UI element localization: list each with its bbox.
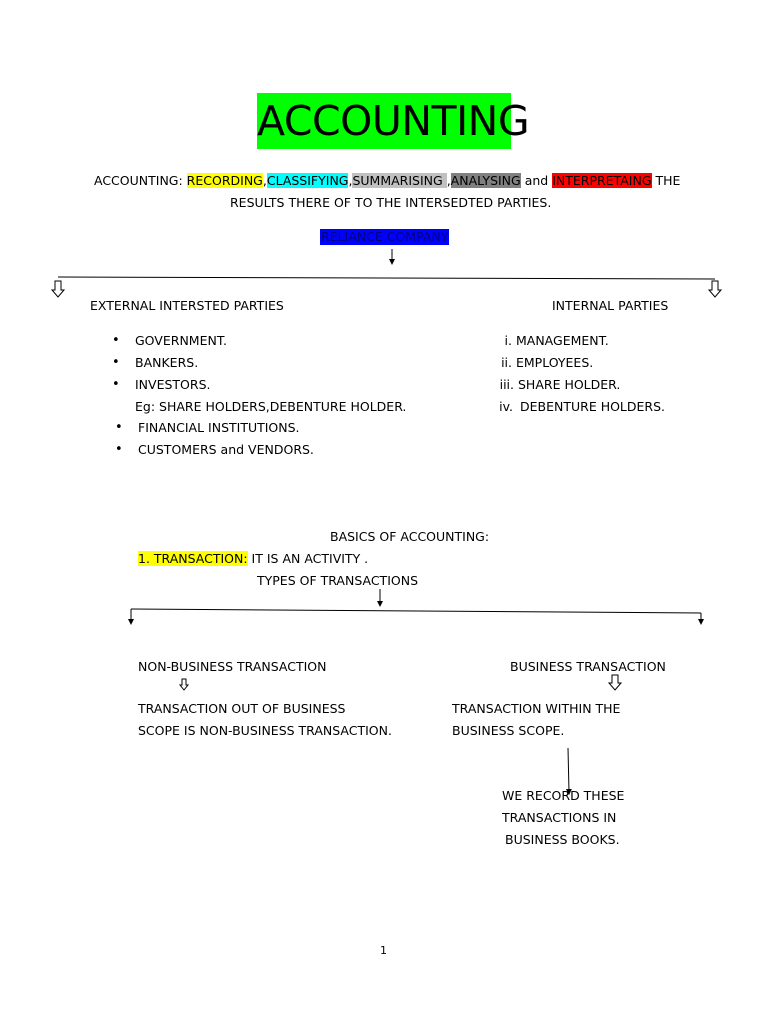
left-hollow-arrow <box>52 281 64 297</box>
record-line-3: BUSINESS BOOKS. <box>505 832 620 847</box>
transaction-line <box>138 551 368 567</box>
non-business-line-2: SCOPE IS NON-BUSINESS TRANSACTION. <box>138 723 392 738</box>
internal-heading: INTERNAL PARTIES <box>552 298 669 313</box>
interpreting-highlight: INTERPRETAING <box>552 173 652 188</box>
record-line-1: WE RECORD THESE <box>502 788 625 803</box>
non-business-heading: NON-BUSINESS TRANSACTION <box>138 659 327 674</box>
record-line-2: TRANSACTIONS IN <box>502 810 617 825</box>
bullet-icon: • <box>112 377 120 392</box>
company-label: RELIANCE COMPANY <box>321 229 449 244</box>
analysing-highlight: ANALYSING <box>450 173 521 188</box>
business-hollow-arrow <box>609 675 621 690</box>
definition-prefix: ACCOUNTING: <box>94 173 187 188</box>
external-item: INVESTORS. <box>135 377 211 392</box>
internal-item-num: iii. <box>499 377 514 392</box>
internal-item-num: i. <box>504 333 512 348</box>
external-item: GOVERNMENT. <box>135 333 227 348</box>
classifying-highlight: CLASSIFYING <box>266 173 349 188</box>
types-heading: TYPES OF TRANSACTIONS <box>257 573 419 588</box>
parties-branch-line <box>58 277 715 279</box>
sep-1: , <box>262 173 267 188</box>
external-item: FINANCIAL INSTITUTIONS. <box>138 420 300 435</box>
bullet-icon: • <box>112 333 120 348</box>
internal-item: DEBENTURE HOLDERS. <box>520 399 666 414</box>
sep-2: , <box>348 173 353 188</box>
page-number: 1 <box>380 944 387 957</box>
business-heading: BUSINESS TRANSACTION <box>510 659 666 674</box>
definition-line-1 <box>94 173 680 189</box>
external-item: CUSTOMERS and VENDORS. <box>138 442 314 457</box>
internal-item: SHARE HOLDER. <box>518 377 621 392</box>
bullet-icon: • <box>115 420 123 435</box>
internal-item: MANAGEMENT. <box>516 333 609 348</box>
page-title: ACCOUNTING <box>257 93 511 149</box>
non-business-line-1: TRANSACTION OUT OF BUSINESS <box>138 701 346 716</box>
types-branch-line <box>131 609 701 613</box>
non-business-hollow-arrow <box>180 679 188 690</box>
external-example: Eg: SHARE HOLDERS,DEBENTURE HOLDER. <box>135 399 407 414</box>
the-word: THE <box>651 173 681 188</box>
transaction-label: 1. TRANSACTION: <box>138 551 248 566</box>
transaction-text: IT IS AN ACTIVITY . <box>247 551 369 566</box>
and-word: and <box>520 173 553 188</box>
business-line-1: TRANSACTION WITHIN THE <box>452 701 621 716</box>
bullet-icon: • <box>112 355 120 370</box>
summarising-highlight: SUMMARISING <box>352 173 447 188</box>
definition-line-2: RESULTS THERE OF TO THE INTERSEDTED PARTIES. <box>230 195 552 210</box>
internal-item-num: iv. <box>499 399 513 414</box>
business-line-2: BUSINESS SCOPE. <box>452 723 565 738</box>
external-item: BANKERS. <box>135 355 199 370</box>
sep-3: , <box>446 173 451 188</box>
external-heading: EXTERNAL INTERSTED PARTIES <box>90 298 284 313</box>
recording-highlight: RECORDING <box>186 173 263 188</box>
internal-item-num: ii. <box>501 355 512 370</box>
record-down-arrow <box>568 748 569 792</box>
bullet-icon: • <box>115 442 123 457</box>
right-hollow-arrow <box>709 281 721 297</box>
internal-item: EMPLOYEES. <box>516 355 594 370</box>
basics-heading: BASICS OF ACCOUNTING: <box>330 529 490 544</box>
